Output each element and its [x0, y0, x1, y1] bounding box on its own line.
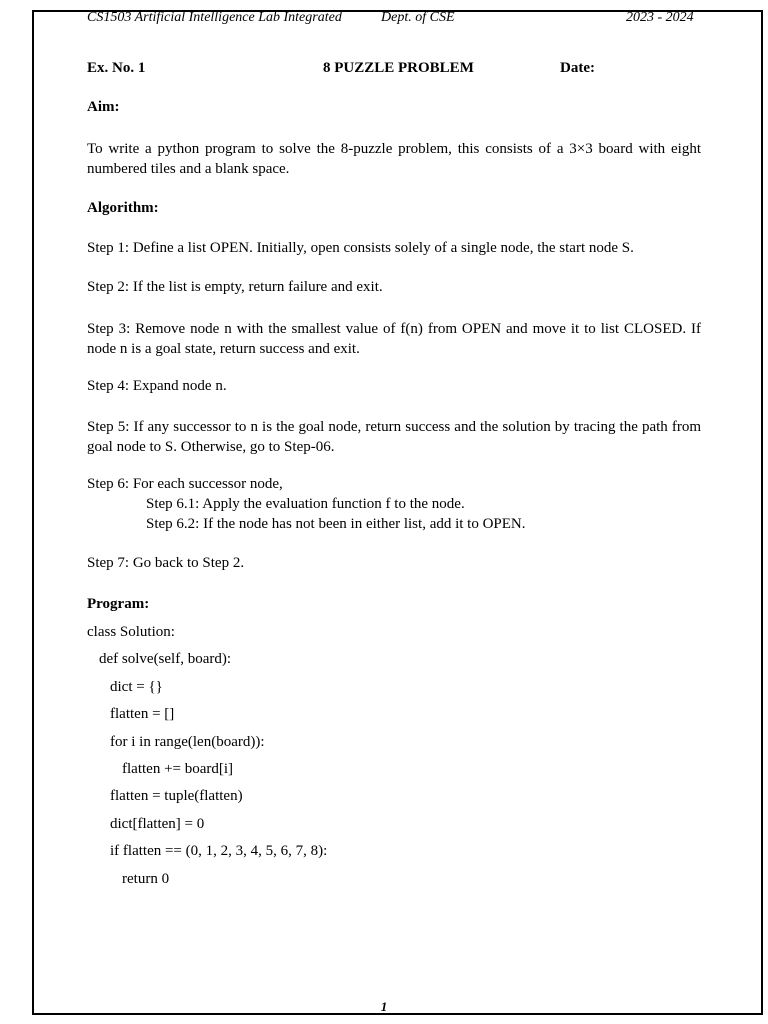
code-line: for i in range(len(board)): [110, 734, 265, 750]
code-line: return 0 [122, 871, 170, 887]
code-line: dict[flatten] = 0 [110, 816, 205, 832]
date-label: Date: [560, 60, 595, 76]
code-line: dict = {} [110, 679, 163, 695]
document-title: 8 PUZZLE PROBLEM [323, 60, 474, 76]
exercise-number: Ex. No. 1 [87, 60, 146, 76]
algorithm-step-6-1: Step 6.1: Apply the evaluation function f to the node. [146, 496, 465, 512]
program-heading: Program: [87, 596, 150, 612]
algorithm-step-7: Step 7: Go back to Step 2. [87, 555, 245, 571]
code-line: if flatten == (0, 1, 2, 3, 4, 5, 6, 7, 8): [110, 843, 328, 859]
code-line: def solve(self, board): [99, 651, 232, 667]
code-line: flatten += board[i] [122, 761, 234, 777]
header-year: 2023 - 2024 [626, 10, 694, 25]
code-line: flatten = [] [110, 706, 175, 722]
page-number: 1 [380, 999, 388, 1014]
header-dept: Dept. of CSE [381, 10, 455, 25]
code-line: flatten = tuple(flatten) [110, 788, 243, 804]
algorithm-step-4: Step 4: Expand node n. [87, 378, 227, 394]
algorithm-step-3: Step 3: Remove node n with the smallest value of f(n) from OPEN and move it to list CLOSED. If node n is a goal state, return success and exit. [87, 321, 701, 357]
algorithm-step-1: Step 1: Define a list OPEN. Initially, open consists solely of a single node, the start node S. [87, 240, 634, 256]
code-line: class Solution: [87, 624, 175, 640]
algorithm-step-6: Step 6: For each successor node, [87, 476, 283, 492]
algorithm-step-6-2: Step 6.2: If the node has not been in either list, add it to OPEN. [146, 516, 526, 532]
header-course: CS1503 Artificial Intelligence Lab Integrated [87, 10, 342, 25]
algorithm-step-2: Step 2: If the list is empty, return failure and exit. [87, 279, 383, 295]
aim-text: To write a python program to solve the 8-puzzle problem, this consists of a 3×3 board with eight numbered tiles and a blank space. [87, 141, 701, 177]
algorithm-heading: Algorithm: [87, 200, 159, 216]
algorithm-step-5: Step 5: If any successor to n is the goal node, return success and the solution by tracing the path from goal node to S. Otherwise, go to Step-06. [87, 419, 701, 455]
aim-heading: Aim: [87, 99, 120, 115]
